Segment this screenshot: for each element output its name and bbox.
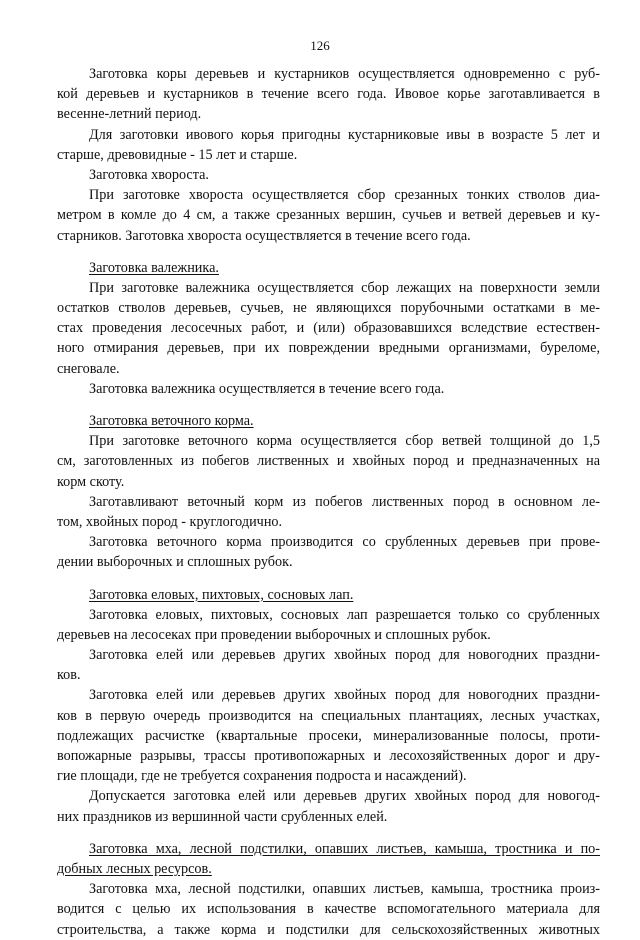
text-line [57,665,600,685]
text-line [57,318,600,338]
line-text: остатков стволов деревьев, сучьев, не являющихся порубочными остатками в ме- [57,300,600,317]
line-text: старников. Заготовка хвороста осуществляется в течение всего года. [57,227,471,244]
text-line [57,379,600,399]
text-line [57,125,600,145]
text-line [57,552,600,572]
text-line [57,786,600,806]
text-line [57,185,600,205]
text-line [57,278,600,298]
text-line [57,145,600,165]
line-text: корм скоту. [57,473,125,490]
paragraph [57,379,600,399]
text-line [57,625,600,645]
paragraph [57,645,600,685]
line-text: Заготовка еловых, пихтовых, сосновых лап разрешается только со срубленных [89,606,600,623]
section-heading-line [57,859,600,879]
line-text: Заготовка хвороста. [89,166,209,183]
line-text: Заготовка коры деревьев и кустарников осуществляется одновременно с руб- [89,66,600,82]
text-line [57,879,600,899]
paragraph [57,532,600,572]
line-text: Заготовка елей или деревьев других хвойных пород для новогодних праздни- [89,687,600,704]
text-line [57,899,600,919]
text-line [57,298,600,318]
text-line [57,165,600,185]
paragraph [57,605,600,645]
line-text: ного отмирания деревьев, при их повреждении вредными организмами, буреломе, [57,340,600,357]
line-text: подлежащих расчистке (квартальные просеки, минерализованные полосы, проти- [57,727,600,744]
text-line [57,605,600,625]
paragraph [57,786,600,826]
text-line [57,431,600,451]
line-text: При заготовке валежника осуществляется сбор лежащих на поверхности земли [89,279,600,296]
text-line [57,451,600,471]
page-number: 126 [310,38,330,53]
paragraph [57,492,600,532]
paragraph [57,585,600,605]
text-line [57,920,600,940]
line-text: Заготовка валежника осуществляется в течение всего года. [89,380,445,397]
line-text: стах проведения лесосечных работ, и (или) образовавшихся вследствие естествен- [57,320,600,337]
line-text: метром в комле до 4 см, а также срезанных вершин, сучьев и ветвей деревьев и ку- [57,207,600,224]
line-text: Для заготовки ивового корья пригодны кустарниковые ивы в возрасте 5 лет и [89,126,600,143]
line-text: Заготовка мха, лесной подстилки, опавших листьев, камыша, тростника произ- [89,881,600,898]
text-line [57,706,600,726]
document-body [57,64,600,940]
paragraph [57,125,600,165]
paragraph [57,278,600,379]
paragraph [57,411,600,431]
paragraph [57,685,600,786]
line-text: кой деревьев и кустарников в течение всего года. Ивовое корье заготавливается в [57,86,600,103]
text-line [57,766,600,786]
section-gap [57,246,600,258]
text-line [57,338,600,358]
line-text: Заготовка елей или деревьев других хвойных пород для новогодних праздни- [89,647,600,664]
text-line [57,726,600,746]
line-text: них праздников из вершинной части срубленных елей. [57,808,388,825]
line-text: см, заготовленных из побегов лиственных и хвойных пород и предназначенных на [57,453,600,470]
text-line [57,807,600,827]
text-line [57,104,600,124]
section-heading-text: Заготовка веточного корма. [89,413,254,429]
section-heading-text: Заготовка еловых, пихтовых, сосновых лап. [89,586,354,603]
line-text: весенне-летний период. [57,106,202,123]
paragraph [57,165,600,185]
section-gap [57,573,600,585]
line-text: дении выборочных и сплошных рубок. [57,554,293,571]
line-text: ков в первую очередь производится на специальных плантациях, лесных участках, [57,707,600,724]
text-line [57,685,600,705]
paragraph [57,431,600,492]
text-line [57,226,600,246]
line-text: строительства, а также корма и подстилки для сельскохозяйственных животных [57,921,600,938]
line-text: деревьев на лесосеках при проведении выборочных и сплошных рубок. [57,626,491,643]
line-text: том, хвойных пород - круглогодично. [57,513,283,530]
line-text: снеговале. [57,360,120,377]
line-text: водится с целью их использования в качестве вспомогательного материала для [57,901,600,918]
section-heading-text: Заготовка валежника. [89,259,219,276]
line-text: ков. [57,667,81,684]
text-line [57,472,600,492]
line-text: При заготовке хвороста осуществляется сбор срезанных тонких стволов диа- [89,187,600,204]
line-text: Заготавливают веточный корм из побегов лиственных пород в основном ле- [89,493,600,510]
text-line [57,532,600,552]
section-heading-text: добных лесных ресурсов. [57,860,212,877]
section-gap [57,399,600,411]
text-line [57,64,600,84]
section-heading-text: Заготовка мха, лесной подстилки, опавших листьев, камыша, тростника и по- [89,840,600,857]
text-line [57,746,600,766]
line-text: гие площади, где не требуется сохранения подроста и насаждений). [57,768,467,785]
line-text: вопожарные разрывы, трассы противопожарных и лесохозяйственных дорог и дру- [57,748,600,764]
section-heading-line [57,839,600,859]
paragraph [57,879,600,940]
paragraph [57,185,600,246]
text-line [57,512,600,532]
paragraph [57,839,600,879]
section-heading-line [57,411,600,431]
section-gap [57,827,600,839]
line-text: старше, древовидные - 15 лет и старше. [57,146,298,163]
section-heading-line [57,585,600,605]
section-heading-line [57,258,600,278]
line-text: Допускается заготовка елей или деревьев других хвойных пород для новогод- [89,788,600,805]
paragraph [57,64,600,125]
text-line [57,492,600,512]
paragraph [57,258,600,278]
text-line [57,205,600,225]
text-line [57,645,600,665]
line-text: Заготовка веточного корма производится со срубленных деревьев при прове- [89,534,600,551]
text-line [57,84,600,104]
line-text: При заготовке веточного корма осуществляется сбор ветвей толщиной до 1,5 [89,433,600,450]
text-line [57,359,600,379]
